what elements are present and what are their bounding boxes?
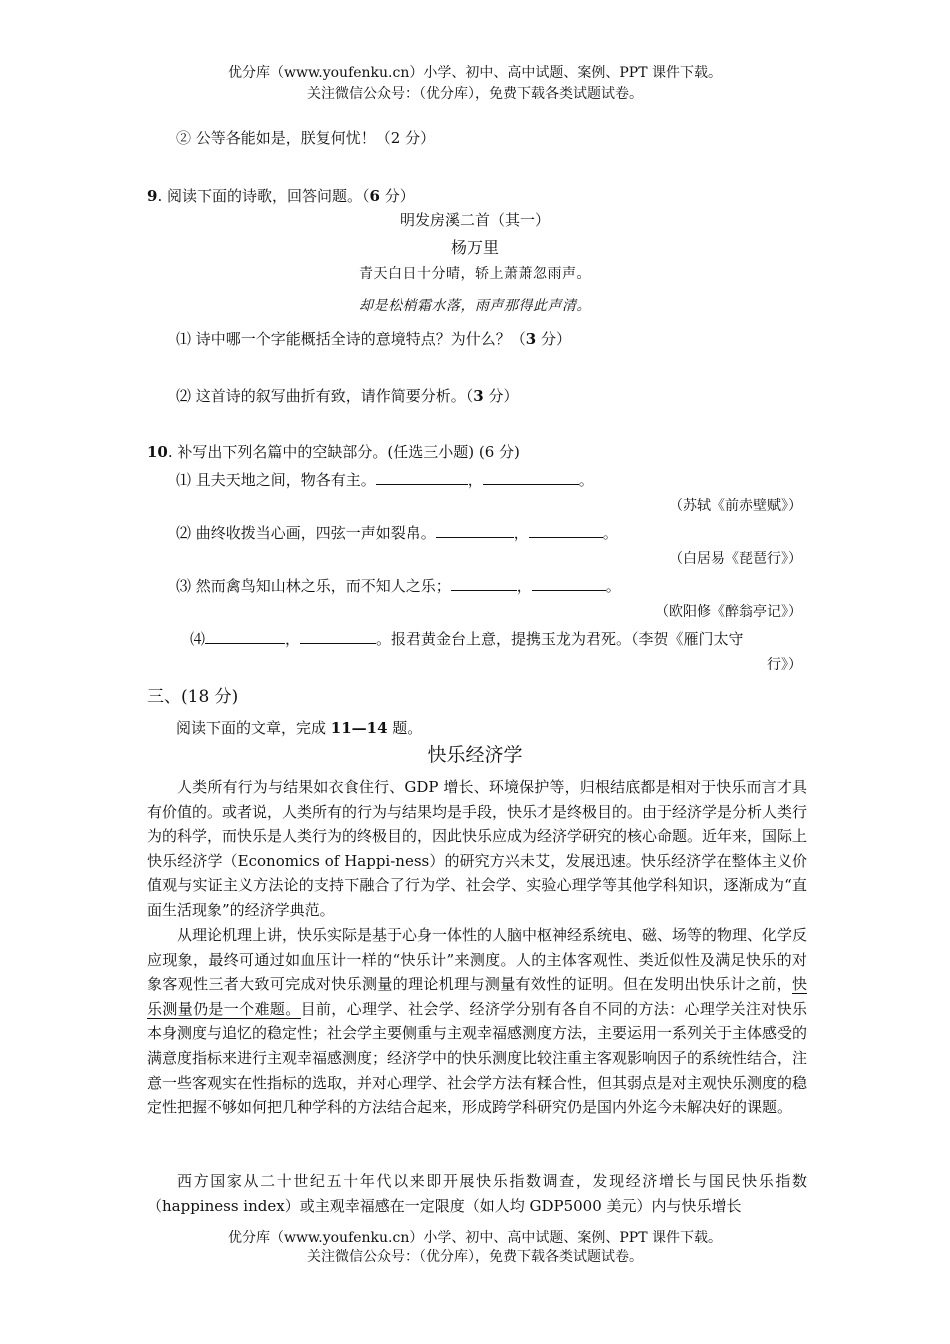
page-header-line1: 优分库（www.youfenku.cn）小学、初中、高中试题、案例、PPT 课件下载。 [227, 65, 722, 81]
fill-in-3: ⑶ 然而禽鸟知山林之乐，而不知人之乐； ， 。 [176, 577, 621, 595]
article-title: 快乐经济学 [427, 744, 523, 766]
page-footer-line2: 关注微信公众号：（优分库），免费下载各类试题试卷。 [307, 1249, 643, 1265]
poem-line-2: 却是松梢霜水落，雨声那得此声清。 [359, 298, 591, 314]
page-header-line2: 关注微信公众号：（优分库），免费下载各类试题试卷。 [307, 86, 643, 102]
page-footer-line1: 优分库（www.youfenku.cn）小学、初中、高中试题、案例、PPT 课件下载。 [227, 1230, 722, 1246]
question-9-sub-1: ⑴ 诗中哪一个字能概括全诗的意境特点？为什么？（3 分） [176, 330, 571, 348]
article-paragraph-3: 西方国家从二十世纪五十年代以来即开展快乐指数调查，发现经济增长与国民快乐指数（happiness index）或主观幸福感在一定限度（如人均 GDP5000 美元）内与快乐增长 [147, 1172, 807, 1215]
poem-line-1: 青天白日十分晴，轿上萧萧忽雨声。 [359, 266, 591, 282]
fill-in-4: ⑷ ， 。报君黄金台上意，提携玉龙为君死。（李贺《雁门太守 [190, 630, 744, 648]
poem-title: 明发房溪二首（其一） [399, 211, 550, 229]
blank-field[interactable] [300, 629, 376, 644]
fill-in-2: ⑵ 曲终收拨当心画，四弦一声如裂帛。 ， 。 [176, 524, 618, 542]
blank-field[interactable] [532, 576, 606, 591]
blank-field[interactable] [529, 523, 603, 538]
underlined-sentence: 快乐测量仍是一个难题。 [147, 975, 807, 1018]
blank-field[interactable] [451, 576, 517, 591]
blank-field[interactable] [376, 470, 468, 485]
fill-in-2-source: （白居易《琵琶行》） [669, 551, 802, 567]
section-3-heading: 三、(18 分) [147, 687, 239, 707]
previous-item-text: ② 公等各能如是，朕复何忧！（2 分） [176, 129, 436, 147]
poem-author: 杨万里 [450, 238, 499, 257]
fill-in-1-source: （苏轼《前赤壁赋》） [669, 498, 802, 514]
fill-in-4-source: 行》） [767, 657, 802, 673]
question-9-prompt: 9. 阅读下面的诗歌，回答问题。（6 分） [147, 187, 415, 205]
blank-field[interactable] [436, 523, 514, 538]
article-paragraph-1: 人类所有行为与结果如衣食住行、GDP 增长、环境保护等，归根结底都是相对于快乐而言才具有价值的。或者说，人类所有的行为与结果均是手段，快乐才是终极目的。由于经济学是分析人类行为的科学，而快乐是人类行为的终极目的，因此快乐应成为经济学研究的核心命题。近年来，国际上快乐经济学（Economics of Happi-ness）的研究方兴未艾，发展迅速。快乐经济学在整体主义价值观与实证主义方法论的支持下融合了行为学、社会学、实验心理学等其他学科知识，逐渐成为“直面生活现象”的经济学典范。 [147, 778, 808, 919]
section-3-intro: 阅读下面的文章，完成 11—14 题。 [176, 719, 423, 737]
fill-in-3-source: （欧阳修《醉翁亭记》） [655, 604, 802, 620]
fill-in-1: ⑴ 且夫天地之间，物各有主。 ， 。 [176, 471, 594, 489]
question-10-prompt: 10. 补写出下列名篇中的空缺部分。(任选三小题) (6 分) [147, 443, 520, 461]
blank-field[interactable] [483, 470, 579, 485]
blank-field[interactable] [205, 629, 285, 644]
question-number: 10 [147, 443, 168, 461]
question-9-sub-2: ⑵ 这首诗的叙写曲折有致，请作简要分析。（3 分） [176, 387, 519, 405]
article-paragraph-2: 从理论机理上讲，快乐实际是基于心身一体性的人脑中枢神经系统电、磁、场等的物理、化学反应现象，最终可通过如血压计一样的“快乐计”来测度。人的主体客观性、类近似性及满足快乐的对象客观性三者大致可完成对快乐测量的理论机理与测量有效性的证明。但在发明出快乐计之前，快乐测量仍是一个难题。目前，心理学、社会学、经济学分别有各自不同的方法：心理学关注对快乐本身测度与追忆的稳定性；社会学主要侧重与主观幸福感测度方法，主要运用一系列关于主体感受的满意度指标来进行主观幸福感测度；经济学中的快乐测度比较注重主客观影响因子的系统性结合，注意一些客观实在性指标的选取，并对心理学、社会学方法有糅合性，但其弱点是对主观快乐测度的稳定性把握不够如何把几种学科的方法结合起来，形成跨学科研究仍是国内外迄今未解决好的课题。 [147, 926, 808, 1117]
question-number: 9 [147, 187, 158, 205]
